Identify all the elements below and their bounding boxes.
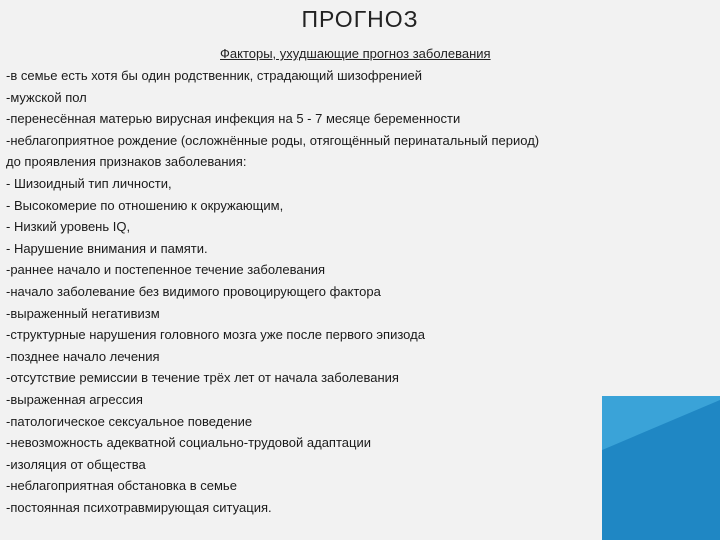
list-item: -начало заболевание без видимого провоцирующего фактора [6, 283, 381, 299]
list-item: - Высокомерие по отношению к окружающим, [6, 197, 284, 213]
list-item: - Нарушение внимания и памяти. [6, 240, 208, 256]
list-item: - Шизоидный тип личности, [6, 175, 172, 191]
list-item: -патологическое сексуальное поведение [6, 413, 253, 429]
slide-title: ПРОГНОЗ [301, 6, 419, 32]
list-item: -неблагоприятная обстановка в семье [6, 478, 237, 494]
list-item: -выраженный негативизм [6, 305, 160, 321]
list-item: -постоянная психотравмирующая ситуация. [6, 499, 272, 515]
list-item: до проявления признаков заболевания: [6, 154, 247, 170]
list-item: -отсутствие ремиссии в течение трёх лет от начала заболевания [6, 370, 399, 386]
list-item: -неблагоприятное рождение (осложнённые роды, отягощённый перинатальный период) [6, 132, 540, 148]
list-item: -раннее начало и постепенное течение заболевания [6, 262, 326, 278]
list-item: -мужской пол [6, 89, 87, 105]
list-item: -изоляция от общества [6, 456, 146, 472]
list-item: -выраженная агрессия [6, 391, 143, 407]
list-item: -позднее начало лечения [6, 348, 160, 364]
list-item: -в семье есть хотя бы один родственник, страдающий шизофренией [6, 68, 422, 83]
list-item: - Низкий уровень IQ, [6, 219, 131, 235]
list-item: -перенесённая матерью вирусная инфекция на 5 - 7 месяце беременности [6, 111, 461, 127]
list-item: -невозможность адекватной социально-трудовой адаптации [6, 435, 371, 451]
factor-list [6, 65, 539, 518]
slide-subtitle: Факторы, ухудшающие прогноз заболевания [220, 46, 491, 61]
list-item: -структурные нарушения головного мозга уже после первого эпизода [6, 327, 425, 343]
